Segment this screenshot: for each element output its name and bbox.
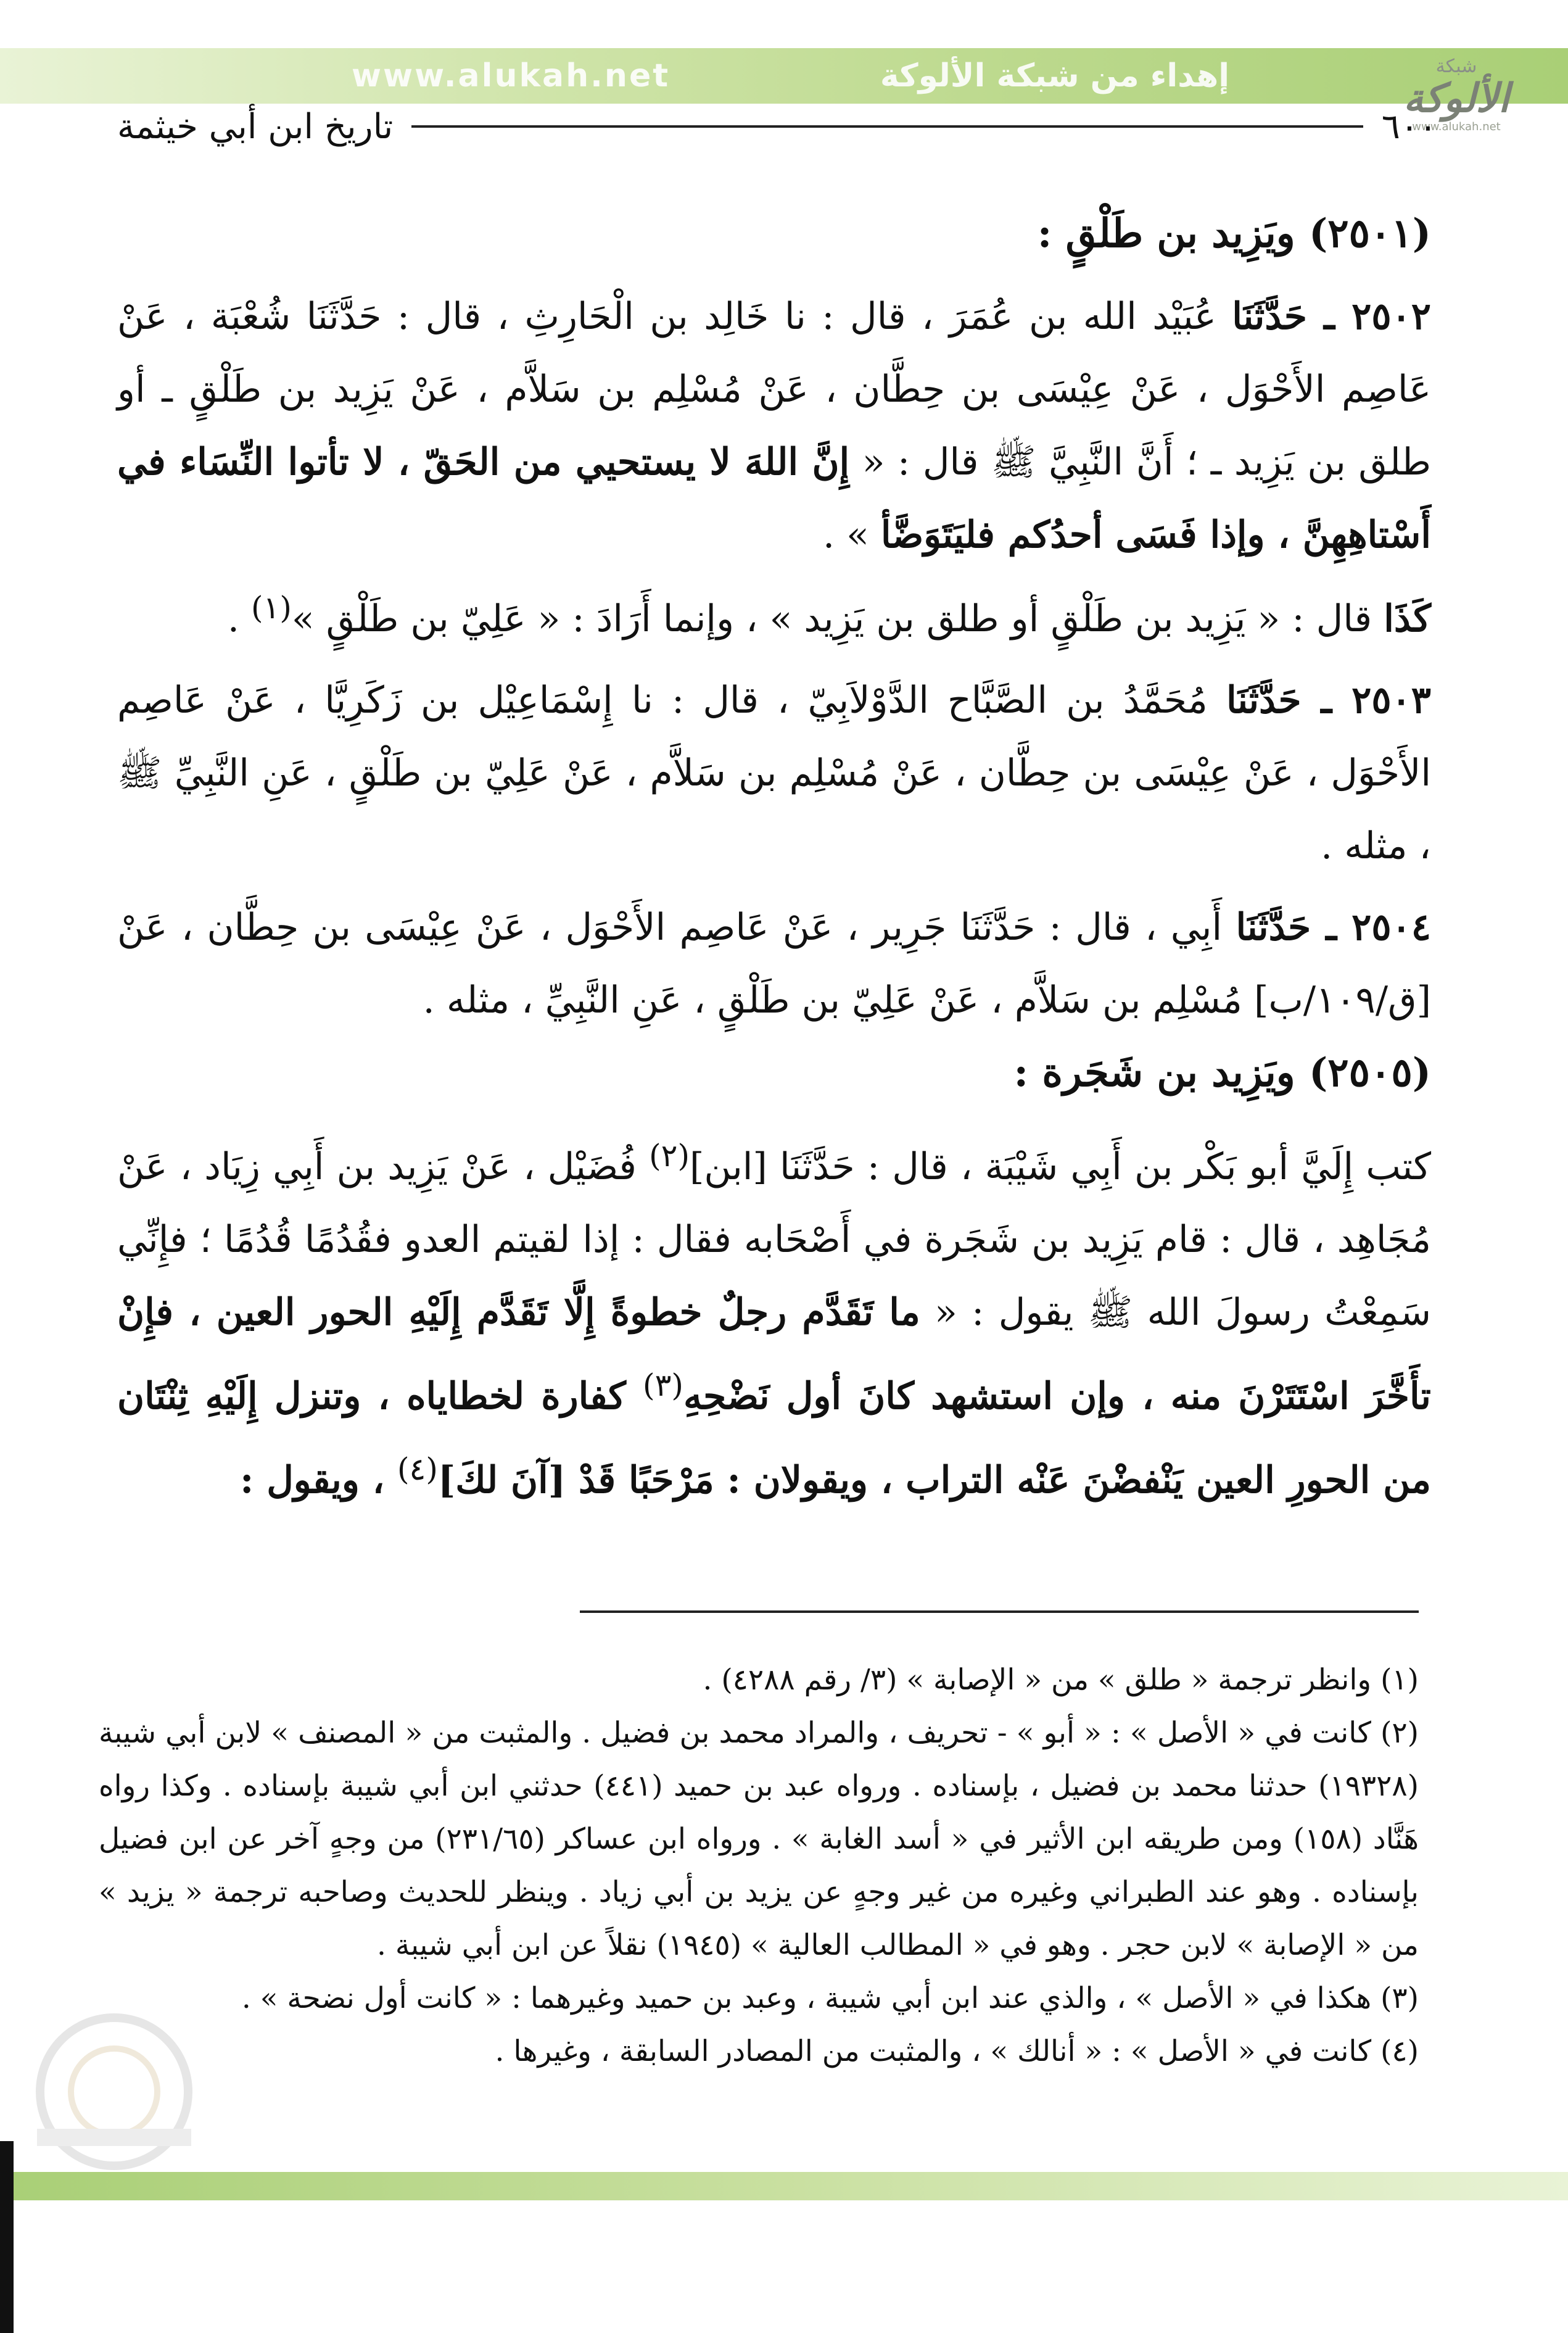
watermark-logo-icon [12, 1999, 216, 2178]
note-lead: كَذَا [1384, 597, 1431, 640]
bottom-banner [0, 2172, 1568, 2200]
header-rule [411, 125, 1363, 128]
hadith-text: أَبِي ، قال : حَدَّثَنَا جَرِير ، عَنْ عَاصِم الأَحْوَل ، عَنْ عِيْسَى بن حِطَّان ، عَنْ [ق/١٠٩/ب] مُسْلِم بن سَلاَّم ، عَنْ عَلِيّ بن طَلْقٍ ، عَنِ النَّبِيِّ ، مثله . [117, 906, 1431, 1022]
logo-small-text: شبكة [1435, 56, 1477, 77]
hadith-number: ٢٥٠٢ ـ حَدَّثَنَا [1232, 295, 1431, 338]
hadith-number: ٢٥٠٣ ـ حَدَّثَنَا [1226, 679, 1431, 722]
footnote-1: (١) وانظر ترجمة « طلق » من « الإصابة » (٣/ رقم ٤٢٨٨) . [703, 1663, 1419, 1697]
hadith-quote: إِنَّ اللهَ لا يستحيي من الحَقّ ، لا تأتوا النِّسَاء في أَسْتاهِهِنَّ ، وإذا فَسَى أحدُكم فليَتَوَضَّأ [117, 441, 1431, 557]
hadith-text: عُبَيْد الله بن عُمَرَ ، قال : نا خَالِد بن الْحَارِثِ ، قال : حَدَّثَنَا شُعْبَة ، عَنْ عَاصِم الأَحْوَل ، عَنْ عِيْسَى بن حِطَّان ، عَنْ مُسْلِم بن سَلاَّم ، عَنْ يَزِيد بن طَلْقٍ ـ أو طلق بن يَزِيد ـ ؛ أَنَّ النَّبِيَّ ﷺ قال : « [117, 295, 1432, 484]
hadith-quote: ما تَقَدَّم رجلٌ خطوةً إِلَّا تَقَدَّم إِلَيْهِ الحور العين ، فإِنْ تأَخَّرَ اسْتَتَرْنَ منه ، وإن استشهد كانَ أول نَضْحِهِ [117, 1291, 1431, 1418]
banner-text: إهداء من شبكة الألوكة [880, 57, 1230, 94]
scan-edge [0, 2141, 14, 2333]
banner-url[interactable]: www.alukah.net [352, 57, 671, 94]
logo-url-text: www.alukah.net [1412, 120, 1501, 133]
footnotes [99, 1654, 1419, 2078]
section-heading-2505 [117, 1037, 1431, 1109]
footnote-ref-2[interactable]: (٢) [649, 1138, 690, 1174]
logo-main-text: الألوكة [1403, 76, 1509, 122]
footnote-ref-4[interactable]: (٤) [397, 1451, 438, 1487]
footnote-3: (٣) هكذا في « الأصل » ، والذي عند ابن أبي شيبة ، وعبد بن حميد وغيرهما : « كانت أول نضحة » . [241, 1981, 1419, 2015]
hadith-2505 [117, 1119, 1431, 1517]
footnote-2: (٢) كانت في « الأصل » : « أبو » - تحريف ، والمراد محمد بن فضيل . والمثبت من « المصنف » لابن أبي شيبة (١٩٣٢٨) حدثنا محمد بن فضيل ، بإسناده . ورواه عبد بن حميد (٤٤١) حدثني ابن أبي شيبة بإسناده . وكذا رواه هَنَّاد (١٥٨) ومن طريقه ابن الأثير في « أسد الغابة » . ورواه ابن عساكر (٢٣١/٦٥) من وجهٍ آخر عن ابن فضيل بإسناده . وهو عند الطبراني وغيره من غير وجهٍ عن يزيد بن أبي زياد . وينظر للحديث وصاحبه ترجمة « يزيد » من « الإصابة » لابن حجر . وهو في « المطالب العالية » (١٩٤٥) نقلاً عن ابن أبي شيبة . [99, 1716, 1419, 1962]
note-end: . [227, 597, 251, 640]
note-2502 [117, 571, 1431, 655]
hadith-2502 [117, 280, 1431, 571]
page-header [117, 102, 1437, 151]
hadith-text: كتب إِلَيَّ أبو بَكْر بن أَبِي شَيْبَة ، قال : حَدَّثَنَا [ابن] [689, 1145, 1432, 1188]
hadith-number: ٢٥٠٤ ـ حَدَّثَنَا [1236, 906, 1432, 949]
running-title: تاريخ ابن أبي خيثمة [117, 106, 394, 147]
heading-title: ويَزِيد بن شَجَرة : [1013, 1050, 1295, 1096]
footnote-ref-1[interactable]: (١) [250, 590, 292, 626]
note-text: قال : « يَزِيد بن طَلْقٍ أو طلق بن يَزِيد » ، وإنما أَرَادَ : « عَلِيّ بن طَلْقٍ » [291, 597, 1372, 640]
footnote-rule [580, 1610, 1419, 1613]
hadith-quote-cont: كفارة لخطاياه ، وتنزل إِلَيْهِ ثِنْتَان من الحورِ العين يَنْفضْنَ عَنْه التراب ، ويقولان : مَرْحَبًا قَدْ [آنَ لكَ] [117, 1375, 1431, 1502]
top-banner [0, 48, 1568, 104]
hadith-text-cont: فُضَيْل ، عَنْ يَزِيد بن أَبِي زِيَاد ، عَنْ مُجَاهِد ، قال : قام يَزِيد بن شَجَرة في أَصْحَابه فقال : إذا لقيتم العدو فقُدُمًا قُدُمًا ؛ فإِنِّي سَمِعْتُ رسولَ الله ﷺ يقول : « [117, 1145, 1432, 1334]
footnote-4: (٤) كانت في « الأصل » : « أنالك » ، والمثبت من المصادر السابقة ، وغيرها . [495, 2034, 1419, 2068]
main-text [117, 197, 1431, 1517]
heading-number: (٢٥٠١) [1308, 210, 1431, 257]
heading-number: (٢٥٠٥) [1308, 1050, 1431, 1096]
footnote-ref-3[interactable]: (٣) [643, 1367, 683, 1403]
heading-title: ويَزِيد بن طَلْقٍ : [1037, 210, 1295, 257]
hadith-2504 [117, 891, 1431, 1037]
hadith-text: مُحَمَّدُ بن الصَّبَّاح الدَّوْلاَبِيّ ، قال : نا إِسْمَاعِيْل بن زَكَرِيَّا ، عَنْ عَاصِم الأَحْوَل ، عَنْ عِيْسَى بن حِطَّان ، عَنْ مُسْلِم بن سَلاَّم ، عَنْ عَلِيّ بن طَلْقٍ ، عَنِ النَّبِيِّ ﷺ ، مثله . [117, 679, 1431, 868]
page-number: ٦٠٠ [1381, 106, 1437, 147]
hadith-2503 [117, 664, 1431, 882]
hadith-end: » . [822, 513, 869, 557]
section-heading-2501 [117, 197, 1431, 270]
hadith-end: ، ويقول : [240, 1459, 397, 1502]
